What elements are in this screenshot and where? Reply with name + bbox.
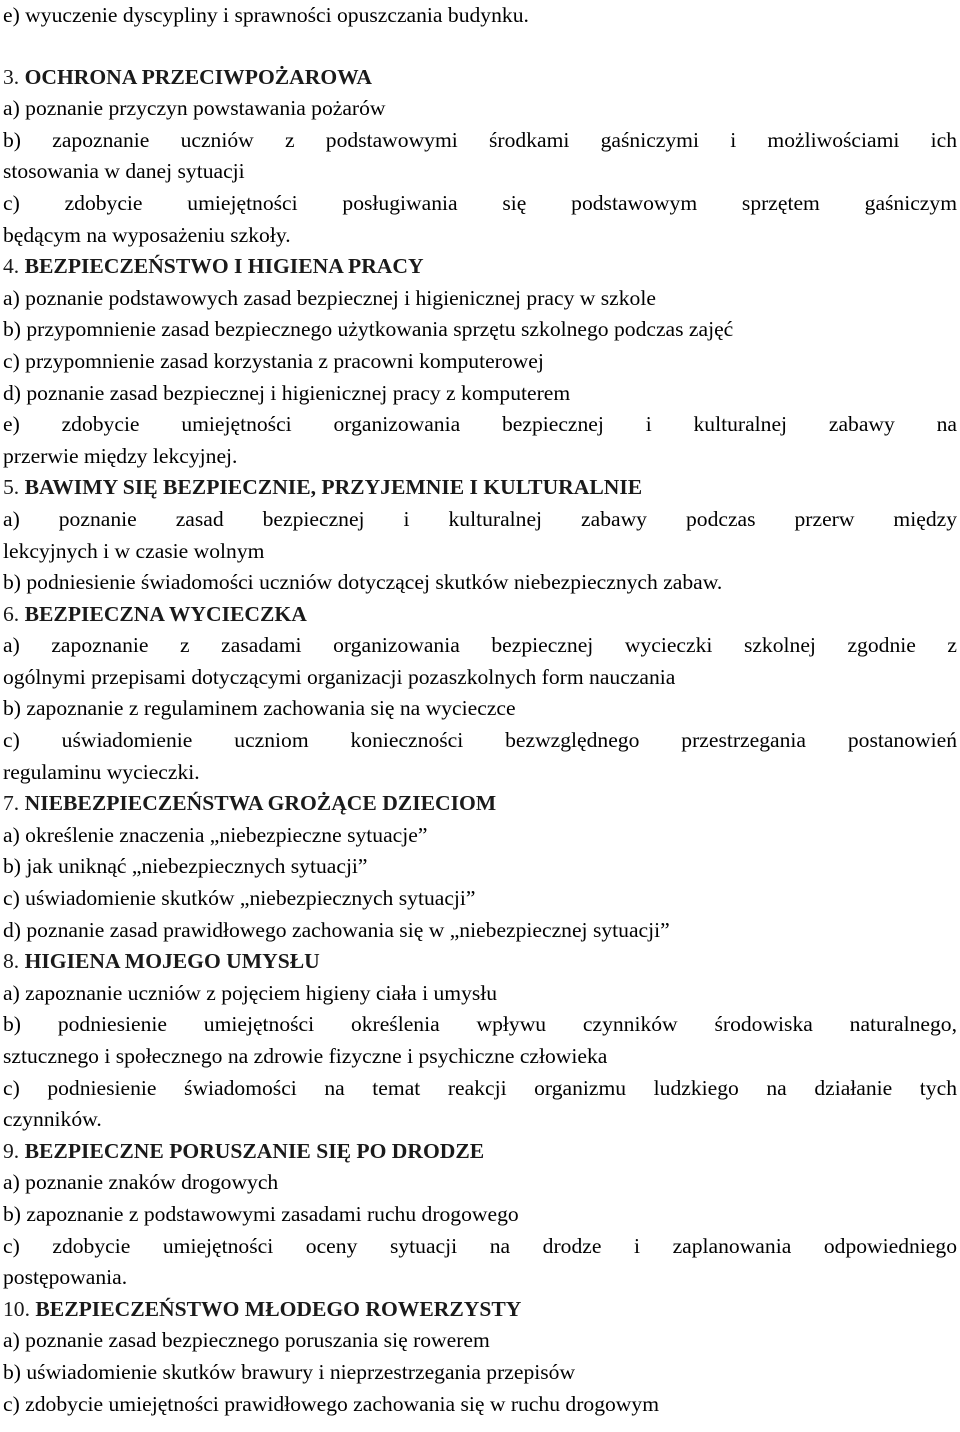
section-line: a) poznanie zasad bezpiecznego poruszania się rowerem [3, 1328, 490, 1353]
section-line: b) podniesienie świadomości uczniów dotyczącej skutków niebezpiecznych zabaw. [3, 570, 723, 595]
section-line: c) przypomnienie zasad korzystania z pracowni komputerowej [3, 348, 544, 373]
sections-container [3, 62, 957, 1421]
section-title: BEZPIECZNA WYCIECZKA [24, 601, 307, 626]
section-line: b) zapoznanie z regulaminem zachowania się na wycieczce [3, 696, 516, 721]
section [3, 788, 957, 946]
section [3, 1136, 957, 1294]
section-heading [3, 1294, 957, 1326]
section-line: przerwie między lekcyjnej. [3, 443, 238, 468]
paragraph-gap [3, 32, 957, 62]
section-line: stosowania w danej sytuacji [3, 159, 245, 184]
section-line: b) zapoznanie uczniów z podstawowymi środkami gaśniczymi i możliwościami ich [3, 127, 957, 152]
section [3, 62, 957, 252]
section-line: a) poznanie podstawowych zasad bezpiecznej i higienicznej pracy w szkole [3, 285, 656, 310]
section-line: a) zapoznanie z zasadami organizowania bezpiecznej wycieczki szkolnej zgodnie z [3, 633, 957, 658]
section-title: BEZPIECZNE PORUSZANIE SIĘ PO DRODZE [24, 1138, 485, 1163]
section-line: b) podniesienie umiejętności określenia wpływu czynników środowiska naturalnego, [3, 1012, 957, 1037]
section-line: lekcyjnych i w czasie wolnym [3, 538, 265, 563]
section-line: a) zapoznanie uczniów z pojęciem higieny ciała i umysłu [3, 980, 498, 1005]
section-line: e) zdobycie umiejętności organizowania bezpiecznej i kulturalnej zabawy na [3, 412, 957, 437]
section-number: 3. [3, 64, 20, 89]
section-heading [3, 599, 957, 631]
section-number: 7. [3, 791, 20, 816]
section-title: OCHRONA PRZECIWPOŻAROWA [24, 64, 372, 89]
section-line: c) podniesienie świadomości na temat reakcji organizmu ludzkiego na działanie tych [3, 1075, 957, 1100]
section-number: 9. [3, 1138, 20, 1163]
intro-line: e) wyuczenie dyscypliny i sprawności opuszczania budynku. [3, 3, 529, 27]
section-number: 10. [3, 1296, 30, 1321]
section-number: 4. [3, 254, 20, 279]
section-line: b) jak uniknąć „niebezpiecznych sytuacji” [3, 854, 368, 879]
section-line: sztucznego i społecznego na zdrowie fizyczne i psychiczne człowieka [3, 1044, 608, 1068]
section-title: BEZPIECZEŃSTWO I HIGIENA PRACY [24, 254, 424, 279]
section-number: 8. [3, 949, 20, 974]
section-number: 5. [3, 475, 20, 500]
section-title: BEZPIECZEŃSTWO MŁODEGO ROWERZYSTY [35, 1296, 522, 1321]
section-line: d) poznanie zasad prawidłowego zachowania się w „niebezpiecznej sytuacji” [3, 917, 670, 942]
section-heading [3, 472, 957, 504]
section [3, 1294, 957, 1420]
section-heading [3, 62, 957, 94]
section-line: postępowania. [3, 1265, 128, 1290]
section-line: c) uświadomienie uczniom konieczności bezwzględnego przestrzegania postanowień [3, 728, 957, 753]
section-heading [3, 251, 957, 283]
section-line: b) uświadomienie skutków brawury i nieprzestrzegania przepisów [3, 1359, 576, 1384]
section-line: c) uświadomienie skutków „niebezpiecznych sytuacji” [3, 886, 476, 911]
section-heading [3, 946, 957, 978]
section-line: c) zdobycie umiejętności prawidłowego zachowania się w ruchu drogowym [3, 1391, 659, 1416]
section-line: b) zapoznanie z podstawowymi zasadami ruchu drogowego [3, 1201, 519, 1226]
section-line: c) zdobycie umiejętności oceny sytuacji na drodze i zaplanowania odpowiedniego [3, 1233, 957, 1258]
section-line: ogólnymi przepisami dotyczącymi organizacji pozaszkolnych form nauczania [3, 664, 676, 689]
section-line: a) poznanie znaków drogowych [3, 1170, 279, 1195]
section-line: czynników. [3, 1107, 102, 1132]
section-title: NIEBEZPIECZEŃSTWA GROŻĄCE DZIECIOM [24, 791, 497, 816]
section-line: c) zdobycie umiejętności posługiwania się podstawowym sprzętem gaśniczym [3, 190, 957, 215]
section-title: HIGIENA MOJEGO UMYSŁU [24, 949, 320, 974]
section-line: a) określenie znaczenia „niebezpieczne sytuacje” [3, 822, 428, 847]
section-line: a) poznanie zasad bezpiecznej i kulturalnej zabawy podczas przerw między [3, 506, 957, 531]
section-number: 6. [3, 601, 20, 626]
section [3, 946, 957, 1136]
section-line: d) poznanie zasad bezpiecznej i higienicznej pracy z komputerem [3, 380, 571, 405]
section-line: a) poznanie przyczyn powstawania pożarów [3, 96, 386, 121]
section [3, 599, 957, 789]
section-line: będącym na wyposażeniu szkoły. [3, 222, 291, 247]
section-title: BAWIMY SIĘ BEZPIECZNIE, PRZYJEMNIE I KULTURALNIE [24, 475, 643, 500]
section-line: b) przypomnienie zasad bezpiecznego użytkowania sprzętu szkolnego podczas zajęć [3, 317, 734, 342]
section-line: regulaminu wycieczki. [3, 759, 200, 784]
section-heading [3, 1136, 957, 1168]
section [3, 251, 957, 472]
section-heading [3, 788, 957, 820]
section [3, 472, 957, 598]
